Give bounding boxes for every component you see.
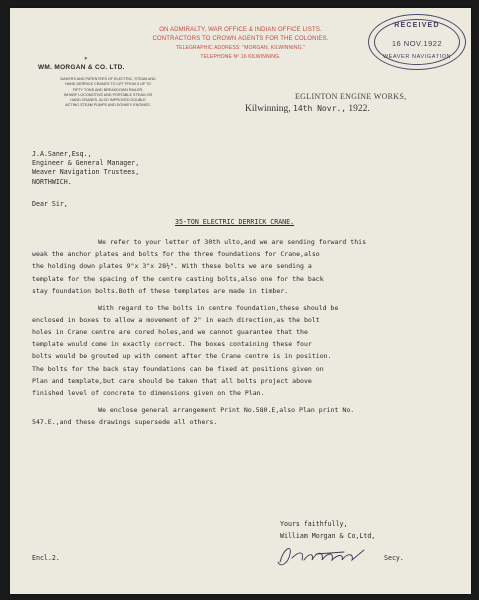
letterhead-line-2: CONTRACTORS TO CROWN AGENTS FOR THE COLONIES. bbox=[152, 35, 329, 42]
body-line: weak the anchor plates and bolts for the three foundations for Crane,also bbox=[32, 250, 320, 259]
company-name: WM. MORGAN & CO. LTD. bbox=[38, 64, 125, 71]
body-line: the holding down plates 9"x 3"x 28½". With these bolts we are sending a bbox=[32, 262, 312, 271]
closing-block bbox=[280, 519, 375, 542]
paragraph bbox=[32, 236, 462, 297]
makers-line: HAND CRANES, ALSO IMPROVED DOUBLE bbox=[70, 98, 146, 103]
makers-line: FIFTY TONS AND BREAKDOWN RAILER, bbox=[72, 87, 144, 92]
stamp-date: 16 NOV.1922 bbox=[391, 39, 443, 48]
date-day-month: 14th Novr., bbox=[293, 104, 347, 113]
body-line: template would come in exactly correct. The boxes containing these four bbox=[32, 340, 312, 349]
stamp-organisation: WEAVER NAVIGATION bbox=[382, 54, 452, 60]
subject-line: 35-TON ELECTRIC DERRICK CRANE. bbox=[175, 218, 295, 226]
body-line: 547.E.,and these drawings supersede all others. bbox=[32, 417, 218, 426]
closing-line: Yours faithfully, bbox=[280, 520, 348, 528]
body-line: Plan and template,but care should be taken that all bolts project above bbox=[32, 376, 312, 385]
date-place: Kilwinning, bbox=[245, 104, 291, 114]
addressee-line: Weaver Navigation Trustees, bbox=[32, 168, 140, 177]
telephone-number: TELEPHONE Nº 16 KILWINNING. bbox=[200, 53, 281, 60]
addressee-line: NORTHWICH. bbox=[32, 177, 72, 186]
date-year: 1922. bbox=[348, 104, 370, 114]
body-line: stay foundation bolts.Both of these templates are made in timber. bbox=[32, 286, 289, 295]
enclosure-note: Encl.2. bbox=[32, 554, 60, 562]
letter-body bbox=[32, 236, 462, 433]
addressee-line: Engineer & General Manager, bbox=[32, 159, 140, 168]
addressee-block bbox=[32, 150, 139, 187]
signature-graphic bbox=[274, 540, 372, 570]
closing-company: William Morgan & Co,Ltd, bbox=[280, 531, 376, 540]
body-line: bolts would be grouted up with cement after the Crane centre is in position. bbox=[32, 352, 332, 361]
star-icon: ✶ bbox=[84, 55, 88, 62]
paragraph bbox=[32, 302, 462, 400]
makers-line: ACTING STEAM PUMPS AND DONKEY ENGINES. bbox=[65, 103, 151, 108]
body-line: enclosed in boxes to allow a movement of 2" in each direction,as the bolt bbox=[32, 315, 320, 324]
body-line: We enclose general arrangement Print No.580.E,also Plan print No. bbox=[98, 405, 355, 414]
addressee-line: J.A.Saner,Esq., bbox=[32, 150, 92, 158]
signatory-title: Secy. bbox=[384, 554, 404, 562]
works-name: EGLINTON ENGINE WORKS, bbox=[295, 92, 407, 101]
letterhead-line-1: ON ADMIRALTY, WAR OFFICE & INDIAN OFFICE LISTS. bbox=[159, 27, 322, 33]
letter-date bbox=[245, 104, 370, 114]
received-stamp bbox=[368, 14, 466, 70]
body-line: We refer to your letter of 30th ulto,and we are sending forward this bbox=[98, 238, 367, 246]
body-line: With regard to the bolts in centre foundation,these should be bbox=[98, 303, 339, 312]
paragraph bbox=[32, 404, 462, 428]
makers-line: MAKERS AND PATENTEES OF ELECTRIC, STEAM AND bbox=[60, 77, 156, 81]
makers-description bbox=[52, 77, 164, 109]
salutation: Dear Sir, bbox=[32, 200, 68, 208]
stamp-received: RECEIVED bbox=[394, 22, 440, 29]
body-line: finished level of concrete to dimensions given on the Plan. bbox=[32, 388, 265, 397]
body-line: holes in Crane centre are cored holes,and we cannot guarantee that the bbox=[32, 327, 308, 336]
makers-line: HAND DERRICK CRANES TO LIFT FROM 5 UP TO bbox=[64, 82, 152, 87]
body-line: template for the spacing of the centre casting bolts,also one for the back bbox=[32, 274, 324, 283]
letter-sheet bbox=[10, 8, 471, 594]
telegraphic-address: TELEGRAPHIC ADDRESS: "MORGAN, KILWINNING." bbox=[175, 45, 306, 52]
body-line: The bolts for the back stay foundations can be fixed at positions given on bbox=[32, 364, 324, 373]
makers-line: WHARF LOCOMOTIVE AND PORTABLE STEAM OR bbox=[63, 92, 153, 97]
